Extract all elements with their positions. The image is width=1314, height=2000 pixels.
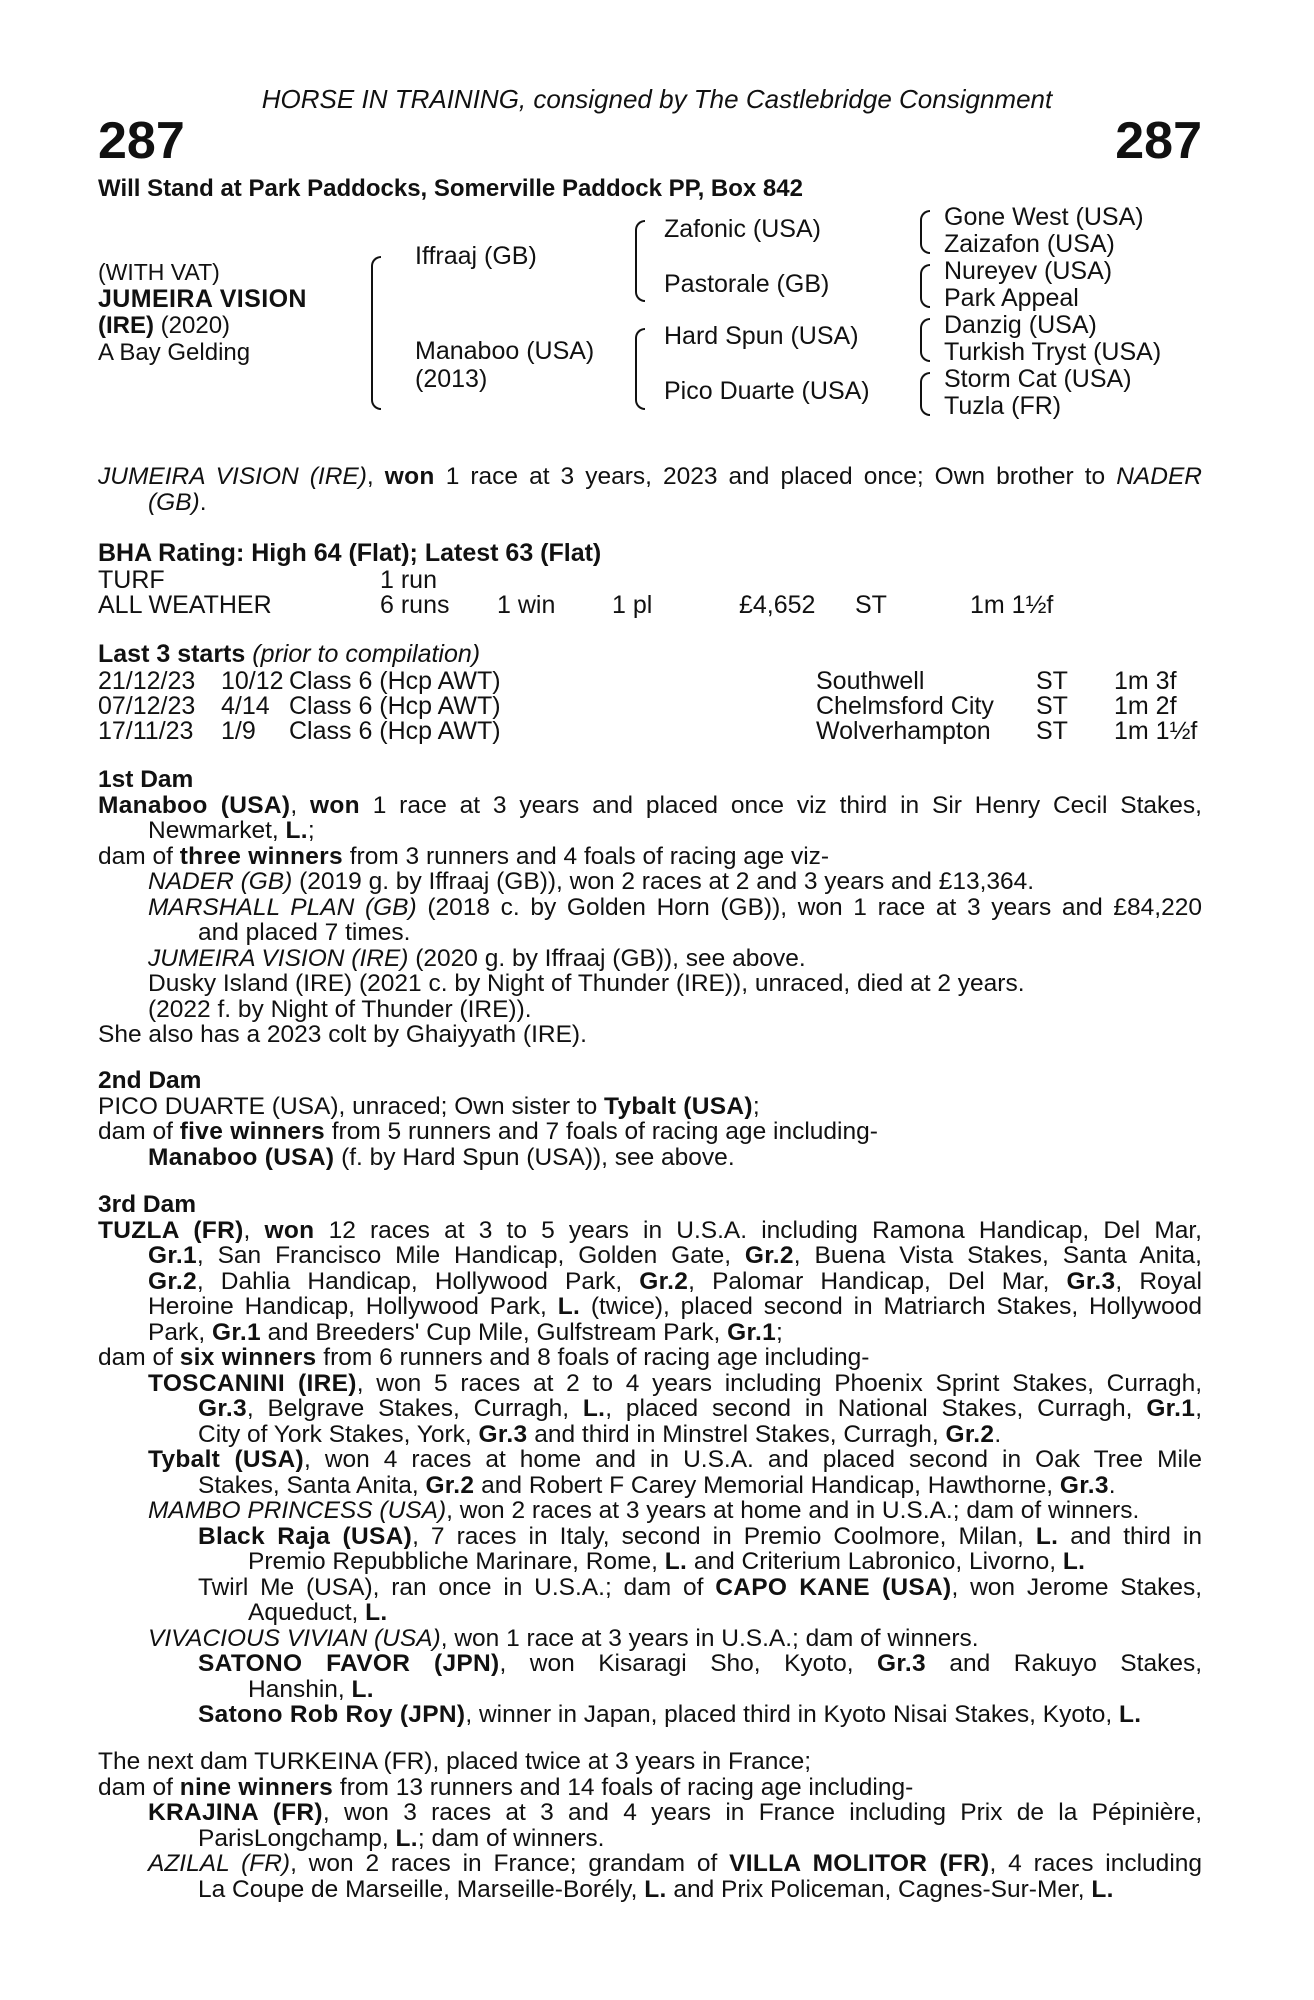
t: Park, bbox=[148, 1318, 212, 1346]
text-line bbox=[98, 1345, 1202, 1371]
bracket-sire-parents bbox=[635, 220, 645, 302]
text-line bbox=[98, 1218, 1202, 1244]
t: dam of bbox=[98, 1118, 180, 1145]
vat-note: (WITH VAT) bbox=[98, 259, 220, 285]
t: , bbox=[243, 1216, 265, 1244]
start-position: 10/12 bbox=[221, 667, 284, 695]
second-dam-section bbox=[98, 1068, 1202, 1170]
text-line bbox=[98, 1626, 1202, 1652]
horse-country: (IRE) bbox=[98, 312, 154, 339]
summary-line-2 bbox=[98, 490, 1202, 516]
last-starts-heading bbox=[98, 641, 480, 667]
summary-brother: NADER bbox=[1116, 463, 1202, 490]
summary-text: 1 race at 3 years, 2023 and placed once; Own brother to bbox=[434, 463, 1117, 490]
t: (2018 c. by Golden Horn (GB)), won 1 race at 3 years and £84,220 bbox=[416, 893, 1202, 921]
start-position: 4/14 bbox=[221, 692, 270, 720]
t: from 3 runners and 4 foals of racing age viz- bbox=[342, 842, 830, 870]
text-line bbox=[98, 1243, 1202, 1269]
horse-name: JUMEIRA VISION bbox=[98, 285, 307, 313]
text-line bbox=[98, 1396, 1202, 1422]
t: ; dam of winners. bbox=[417, 1824, 605, 1852]
t: Stakes, Santa Anita, bbox=[198, 1471, 426, 1499]
sire: Iffraaj (GB) bbox=[415, 242, 537, 270]
start-date: 21/12/23 bbox=[98, 667, 196, 695]
aw-wins: 1 win bbox=[497, 591, 556, 619]
text-line bbox=[98, 1524, 1202, 1550]
start-going: ST bbox=[1036, 692, 1068, 720]
summary-brother-country: (GB) bbox=[148, 488, 200, 516]
aw-placed: 1 pl bbox=[612, 591, 653, 619]
lot-number-left: 287 bbox=[98, 112, 185, 170]
t: Tybalt (USA) bbox=[148, 1446, 304, 1473]
text-line bbox=[98, 1600, 1202, 1626]
t: L. bbox=[664, 1548, 688, 1575]
third-dam-section bbox=[98, 1192, 1202, 1728]
t: and Criterium Labronico, Livorno, bbox=[687, 1548, 1063, 1575]
t: La Coupe de Marseille, Marseille-Borély, bbox=[198, 1875, 645, 1903]
text-line: (2022 f. by Night of Thunder (IRE)). bbox=[148, 995, 532, 1023]
t: Heroine Handicap, Hollywood Park, bbox=[148, 1293, 558, 1320]
sss: Gone West (USA) bbox=[944, 203, 1144, 231]
aw-label: ALL WEATHER bbox=[98, 591, 272, 619]
t: and third in bbox=[1058, 1522, 1202, 1550]
bracket-ggp2 bbox=[920, 264, 930, 308]
t: L. bbox=[365, 1599, 388, 1626]
text-line bbox=[98, 1145, 1202, 1171]
t: KRAJINA (FR) bbox=[148, 1799, 323, 1826]
t: and Breeders' Cup Mile, Gulfstream Park, bbox=[260, 1318, 728, 1346]
t: TUZLA (FR) bbox=[98, 1216, 244, 1244]
t: and Prix Policeman, Cagnes-Sur-Mer, bbox=[666, 1875, 1092, 1903]
t: Gr.2 bbox=[639, 1267, 689, 1295]
sds: Nureyev (USA) bbox=[944, 257, 1113, 285]
t: ; bbox=[307, 817, 315, 844]
t: Gr.1 bbox=[727, 1318, 777, 1346]
text-line bbox=[98, 1294, 1202, 1320]
text-line bbox=[98, 1447, 1202, 1473]
start-course: Wolverhampton bbox=[816, 717, 991, 745]
t: Premio Repubbliche Marinare, Rome, bbox=[248, 1548, 665, 1575]
start-course: Chelmsford City bbox=[816, 692, 994, 720]
text-line bbox=[98, 1677, 1202, 1703]
sdd: Park Appeal bbox=[944, 284, 1079, 312]
summary-line-1 bbox=[98, 464, 1202, 490]
dss: Danzig (USA) bbox=[944, 311, 1097, 339]
last-starts-note: (prior to compilation) bbox=[245, 640, 481, 668]
t: ; bbox=[776, 1318, 783, 1346]
dsd: Turkish Tryst (USA) bbox=[944, 338, 1162, 366]
t: from 5 runners and 7 foals of racing age including- bbox=[324, 1118, 878, 1145]
t: (twice), placed second in Matriarch Stakes, Hollywood bbox=[580, 1293, 1202, 1320]
start-class: Class 6 (Hcp AWT) bbox=[289, 717, 501, 745]
t: JUMEIRA VISION (IRE) bbox=[148, 944, 409, 972]
t: Gr.3 bbox=[478, 1420, 528, 1448]
ddd: Tuzla (FR) bbox=[944, 392, 1062, 420]
t: PICO DUARTE (USA), unraced; Own sister to bbox=[98, 1092, 605, 1120]
t: Gr.1 bbox=[1146, 1395, 1196, 1422]
t: , San Francisco Mile Handicap, Golden Gate, bbox=[196, 1242, 745, 1269]
page-header: HORSE IN TRAINING, consigned by The Castlebridge Consignment bbox=[261, 84, 1053, 114]
second-dam-heading: 2nd Dam bbox=[98, 1067, 202, 1094]
t: Manaboo (USA) bbox=[148, 1143, 335, 1171]
t: Gr.2 bbox=[425, 1471, 475, 1499]
aw-distance: 1m 1½f bbox=[970, 591, 1054, 619]
bracket-ggp4 bbox=[920, 372, 930, 416]
aw-prize: £4,652 bbox=[739, 591, 816, 619]
summary-horse: JUMEIRA VISION (IRE) bbox=[98, 463, 367, 490]
t: . bbox=[994, 1420, 1002, 1448]
t: Tybalt (USA) bbox=[604, 1092, 753, 1120]
text-line bbox=[98, 1320, 1202, 1346]
t: L. bbox=[1035, 1522, 1059, 1550]
t: dam of bbox=[98, 1344, 180, 1371]
t: and third in Minstrel Stakes, Curragh, bbox=[527, 1420, 946, 1448]
t: VIVACIOUS VIVIAN (USA) bbox=[148, 1624, 441, 1652]
t: won bbox=[264, 1216, 315, 1244]
t: from 6 runners and 8 foals of racing age including- bbox=[316, 1344, 870, 1371]
aw-going: ST bbox=[855, 591, 887, 619]
text-line bbox=[98, 946, 1202, 972]
t: VILLA MOLITOR (FR) bbox=[729, 1850, 990, 1877]
t: Manaboo (USA) bbox=[98, 791, 291, 819]
t: L. bbox=[557, 1293, 581, 1320]
t: Gr.2 bbox=[744, 1242, 794, 1269]
t: , 7 races in Italy, second in Premio Coolmore, Milan, bbox=[412, 1522, 1036, 1550]
t: Satono Rob Roy (JPN) bbox=[198, 1701, 466, 1728]
next-dam-section bbox=[98, 1749, 1202, 1902]
t: and Robert F Carey Memorial Handicap, Hawthorne, bbox=[474, 1471, 1060, 1499]
aw-runs: 6 runs bbox=[380, 591, 450, 619]
t: , won 2 races in France; grandam of bbox=[290, 1850, 730, 1877]
stabling-info: Will Stand at Park Paddocks, Somerville Paddock PP, Box 842 bbox=[98, 175, 803, 202]
t: , 4 races including bbox=[989, 1850, 1203, 1877]
t: dam of bbox=[98, 842, 180, 870]
text-line bbox=[98, 1651, 1202, 1677]
summary-paragraph bbox=[98, 464, 1202, 515]
sire-sire: Zafonic (USA) bbox=[664, 215, 821, 243]
bracket-sire-dam bbox=[371, 256, 381, 410]
start-course: Southwell bbox=[816, 667, 925, 695]
t: MARSHALL PLAN (GB) bbox=[148, 893, 417, 921]
summary-sep: , bbox=[366, 463, 385, 490]
t: CAPO KANE (USA) bbox=[715, 1573, 952, 1601]
text-line bbox=[98, 1422, 1202, 1448]
text-line bbox=[98, 1549, 1202, 1575]
text-line bbox=[98, 1851, 1202, 1877]
start-going: ST bbox=[1036, 717, 1068, 745]
t: Black Raja (USA) bbox=[198, 1522, 413, 1550]
start-distance: 1m 2f bbox=[1114, 692, 1177, 720]
text-line bbox=[98, 1269, 1202, 1295]
text-line bbox=[98, 1702, 1202, 1728]
text-line bbox=[98, 1800, 1202, 1826]
t: L. bbox=[285, 817, 308, 844]
t: , won Kisaragi Sho, Kyoto, bbox=[499, 1650, 878, 1677]
t: SATONO FAVOR (JPN) bbox=[198, 1650, 500, 1677]
text-line bbox=[98, 1498, 1202, 1524]
horse-description: A Bay Gelding bbox=[98, 339, 251, 366]
t: three winners bbox=[179, 842, 343, 870]
text-line bbox=[98, 869, 1202, 895]
t: Newmarket, bbox=[148, 817, 286, 844]
t: , won 5 races at 2 to 4 years including Phoenix Sprint Stakes, Curragh, bbox=[356, 1369, 1202, 1397]
text-line: The next dam TURKEINA (FR), placed twice at 3 years in France; bbox=[98, 1748, 812, 1775]
dam: Manaboo (USA) bbox=[415, 337, 595, 365]
start-class: Class 6 (Hcp AWT) bbox=[289, 667, 501, 695]
t: Hanshin, bbox=[248, 1675, 352, 1703]
lot-number-right: 287 bbox=[1115, 112, 1202, 170]
start-distance: 1m 1½f bbox=[1114, 717, 1198, 745]
t: , won Jerome Stakes, bbox=[951, 1573, 1203, 1601]
horse-year: (2020) bbox=[154, 312, 231, 339]
t: , Buena Vista Stakes, Santa Anita, bbox=[793, 1242, 1202, 1269]
bracket-dam-parents bbox=[635, 328, 645, 410]
start-date: 17/11/23 bbox=[98, 717, 194, 745]
bha-rating: BHA Rating: High 64 (Flat); Latest 63 (Flat) bbox=[98, 539, 602, 567]
t: ParisLongchamp, bbox=[198, 1824, 396, 1852]
t: AZILAL (FR) bbox=[148, 1850, 291, 1877]
t: , won 3 races at 3 and 4 years in France including Prix de la Pépinière, bbox=[322, 1799, 1202, 1826]
t: , Dahlia Handicap, Hollywood Park, bbox=[196, 1267, 640, 1295]
text-line bbox=[98, 1575, 1202, 1601]
text-line bbox=[98, 1094, 1202, 1120]
horse-country-year bbox=[98, 313, 230, 338]
start-class: Class 6 (Hcp AWT) bbox=[289, 692, 501, 720]
sire-dam: Pastorale (GB) bbox=[664, 270, 830, 298]
t: Gr.1 bbox=[148, 1242, 197, 1269]
text-line bbox=[98, 1473, 1202, 1499]
start-position: 1/9 bbox=[221, 717, 256, 745]
t: Gr.1 bbox=[212, 1318, 261, 1346]
text-line bbox=[98, 895, 1202, 921]
text-line: She also has a 2023 colt by Ghaiyyath (IRE). bbox=[98, 1021, 587, 1048]
t: , Belgrave Stakes, Curragh, bbox=[246, 1395, 583, 1422]
t: , bbox=[290, 791, 310, 819]
text-line bbox=[98, 793, 1202, 819]
t: 12 races at 3 to 5 years in U.S.A. including Ramona Handicap, Del Mar, bbox=[314, 1216, 1202, 1244]
t: dam of bbox=[98, 1773, 180, 1801]
t: won bbox=[309, 791, 360, 819]
t: , won 4 races at home and in U.S.A. and placed second in Oak Tree Mile bbox=[304, 1446, 1202, 1473]
t: five winners bbox=[179, 1118, 325, 1145]
start-distance: 1m 3f bbox=[1114, 667, 1177, 695]
text-line bbox=[98, 1775, 1202, 1801]
bracket-ggp3 bbox=[920, 318, 930, 362]
t: , bbox=[1195, 1395, 1202, 1422]
text-line bbox=[98, 844, 1202, 870]
t: (f. by Hard Spun (USA)), see above. bbox=[334, 1143, 735, 1171]
turf-runs: 1 run bbox=[380, 566, 437, 594]
summary-end: . bbox=[199, 488, 207, 516]
last-starts-title: Last 3 starts bbox=[98, 640, 246, 668]
t: , Royal bbox=[1115, 1267, 1202, 1295]
t: Gr.2 bbox=[945, 1420, 995, 1448]
text-line bbox=[98, 818, 1202, 844]
t: L. bbox=[395, 1824, 418, 1852]
text-line bbox=[98, 1826, 1202, 1852]
text-line bbox=[98, 1119, 1202, 1145]
t: Gr.3 bbox=[1066, 1267, 1116, 1295]
t: Gr.3 bbox=[1059, 1471, 1109, 1499]
t: Gr.2 bbox=[148, 1267, 197, 1295]
t: from 13 runners and 14 foals of racing age including- bbox=[333, 1773, 914, 1801]
text-line bbox=[98, 1371, 1202, 1397]
dam-year: (2013) bbox=[415, 365, 488, 393]
t: , winner in Japan, placed third in Kyoto Nisai Stakes, Kyoto, bbox=[465, 1701, 1120, 1728]
dds: Storm Cat (USA) bbox=[944, 365, 1132, 393]
text-line: and placed 7 times. bbox=[198, 919, 411, 946]
t: L. bbox=[1119, 1701, 1142, 1728]
summary-won: won bbox=[384, 463, 435, 490]
t: six winners bbox=[179, 1344, 317, 1371]
t: MAMBO PRINCESS (USA) bbox=[148, 1497, 447, 1524]
turf-label: TURF bbox=[98, 566, 165, 594]
start-going: ST bbox=[1036, 667, 1068, 695]
t: Aqueduct, bbox=[248, 1599, 366, 1626]
start-date: 07/12/23 bbox=[98, 692, 196, 720]
t: , won 2 races at 3 years at home and in U.S.A.; dam of winners. bbox=[446, 1497, 1140, 1524]
t: ; bbox=[752, 1092, 760, 1120]
t: nine winners bbox=[179, 1773, 334, 1801]
t: , won 1 race at 3 years in U.S.A.; dam of winners. bbox=[440, 1624, 979, 1652]
t: , placed second in National Stakes, Curragh, bbox=[605, 1395, 1147, 1422]
ssd: Zaizafon (USA) bbox=[944, 230, 1115, 258]
t: TOSCANINI (IRE) bbox=[148, 1369, 357, 1397]
text-line: Dusky Island (IRE) (2021 c. by Night of Thunder (IRE)), unraced, died at 2 years. bbox=[148, 970, 1025, 997]
third-dam-heading: 3rd Dam bbox=[98, 1191, 197, 1218]
t: NADER (GB) bbox=[148, 868, 293, 895]
t: , Palomar Handicap, Del Mar, bbox=[688, 1267, 1067, 1295]
t: City of York Stakes, York, bbox=[198, 1420, 479, 1448]
text-line bbox=[98, 1877, 1202, 1903]
t: Twirl Me (USA), ran once in U.S.A.; dam of bbox=[198, 1573, 716, 1601]
first-dam-section bbox=[98, 767, 1202, 1048]
dam-dam: Pico Duarte (USA) bbox=[664, 377, 870, 405]
t: . bbox=[1108, 1471, 1116, 1499]
dam-sire: Hard Spun (USA) bbox=[664, 322, 859, 350]
t: Gr.3 bbox=[877, 1650, 926, 1677]
t: L. bbox=[351, 1675, 374, 1703]
t: L. bbox=[1062, 1548, 1086, 1575]
bracket-ggp1 bbox=[920, 210, 930, 254]
t: 1 race at 3 years and placed once viz third in Sir Henry Cecil Stakes, bbox=[359, 791, 1202, 819]
t: (2019 g. by Iffraaj (GB)), won 2 races at 2 and 3 years and £13,364. bbox=[292, 868, 1035, 895]
t: L. bbox=[1091, 1875, 1114, 1903]
t: L. bbox=[644, 1875, 667, 1903]
t: (2020 g. by Iffraaj (GB)), see above. bbox=[408, 944, 806, 972]
t: and Rakuyo Stakes, bbox=[925, 1650, 1203, 1677]
first-dam-heading: 1st Dam bbox=[98, 766, 194, 793]
t: Gr.3 bbox=[198, 1395, 247, 1422]
t: L. bbox=[582, 1395, 606, 1422]
